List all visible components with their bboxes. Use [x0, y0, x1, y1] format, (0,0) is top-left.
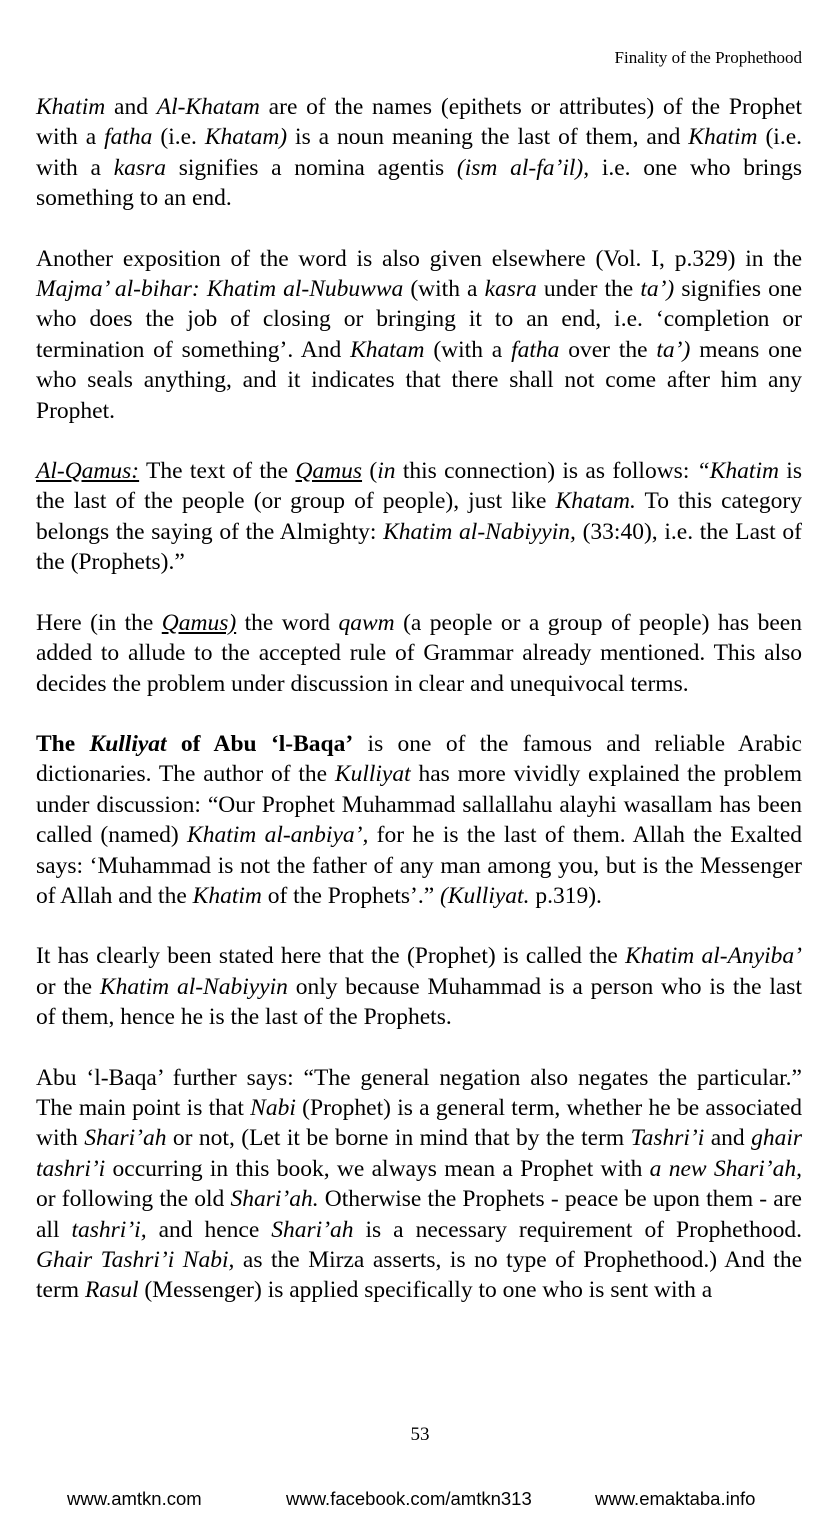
- footer-link-amtkn[interactable]: www.amtkn.com: [67, 1488, 202, 1509]
- running-header: Finality of the Prophethood: [614, 48, 802, 67]
- paragraph: Al-Qamus: The text of the Qamus (in this connection) is as follows: “Khatim is the last of the people (or group of people), just like Khatam. To this category belongs the saying of the Almighty: Khatim al-Nabiyyin, (33:40), i.e. the Last of the (Prophets).”: [36, 458, 803, 576]
- body-text: [36, 92, 802, 1336]
- paragraph: It has clearly been stated here that the (Prophet) is called the Khatim al-Anyiba’ or the Khatim al-Nabiyyin only because Muhammad is a person who is the last of them, hence he is the last of the Prophets.: [36, 943, 802, 1031]
- paragraph: Here (in the Qamus) the word qawm (a people or a group of people) has been added to allude to the accepted rule of Grammar already mentioned. This also decides the problem under discussion in clear and unequivocal terms.: [36, 609, 802, 697]
- page-number: 53: [410, 1424, 430, 1445]
- footer-link-facebook[interactable]: www.facebook.com/amtkn313: [286, 1488, 532, 1509]
- paragraph: Abu ‘l-Baqa’ further says: “The general negation also negates the particular.” The main point is that Nabi (Prophet) is a general term, whether he be associated with Shari’ah or not, (Let it be borne in mind that by the term Tashri’i and ghair tashri’i occurring in this book, we always mean a Prophet with a new Shari’ah, or following the old Shari’ah. Otherwise the Prophets - peace be upon them - are all tashri’i, and hence Shari’ah is a necessary requirement of Prophethood. Ghair Tashri’i Nabi, as the Mirza asserts, is no type of Prophethood.) And the term Rasul (Messenger) is applied specifically to one who is sent with a: [36, 1064, 803, 1304]
- paragraph: The Kulliyat of Abu ‘l-Baqa’ is one of the famous and reliable Arabic dictionaries. The author of the Kulliyat has more vividly explained the problem under discussion: “Our Prophet Muhammad sallallahu alayhi wasallam has been called (named) Khatim al-anbiya’, for he is the last of them. Allah the Exalted says: ‘Muhammad is not the father of any man among you, but is the Messenger of Allah and the Khatim of the Prophets’.” (Kulliyat. p.319).: [36, 730, 803, 909]
- footer: [0, 1488, 840, 1518]
- footer-link-emaktaba[interactable]: www.emaktaba.info: [595, 1488, 756, 1509]
- paragraph: Another exposition of the word is also given elsewhere (Vol. I, p.329) in the Majma’ al-bihar: Khatim al-Nubuwwa (with a kasra under the ta’) signifies one who does the job of closing or bringing it to an end, i.e. ‘completion or termination of something’. And Khatam (with a fatha over the ta’) means one who seals anything, and it indicates that there shall not come after him any Prophet.: [36, 245, 802, 424]
- paragraph: Khatim and Al-Khatam are of the names (epithets or attributes) of the Prophet with a fatha (i.e. Khatam) is a noun meaning the last of them, and Khatim (i.e. with a kasra signifies a nomina agentis (ism al-fa’il), i.e. one who brings something to an end.: [36, 94, 802, 212]
